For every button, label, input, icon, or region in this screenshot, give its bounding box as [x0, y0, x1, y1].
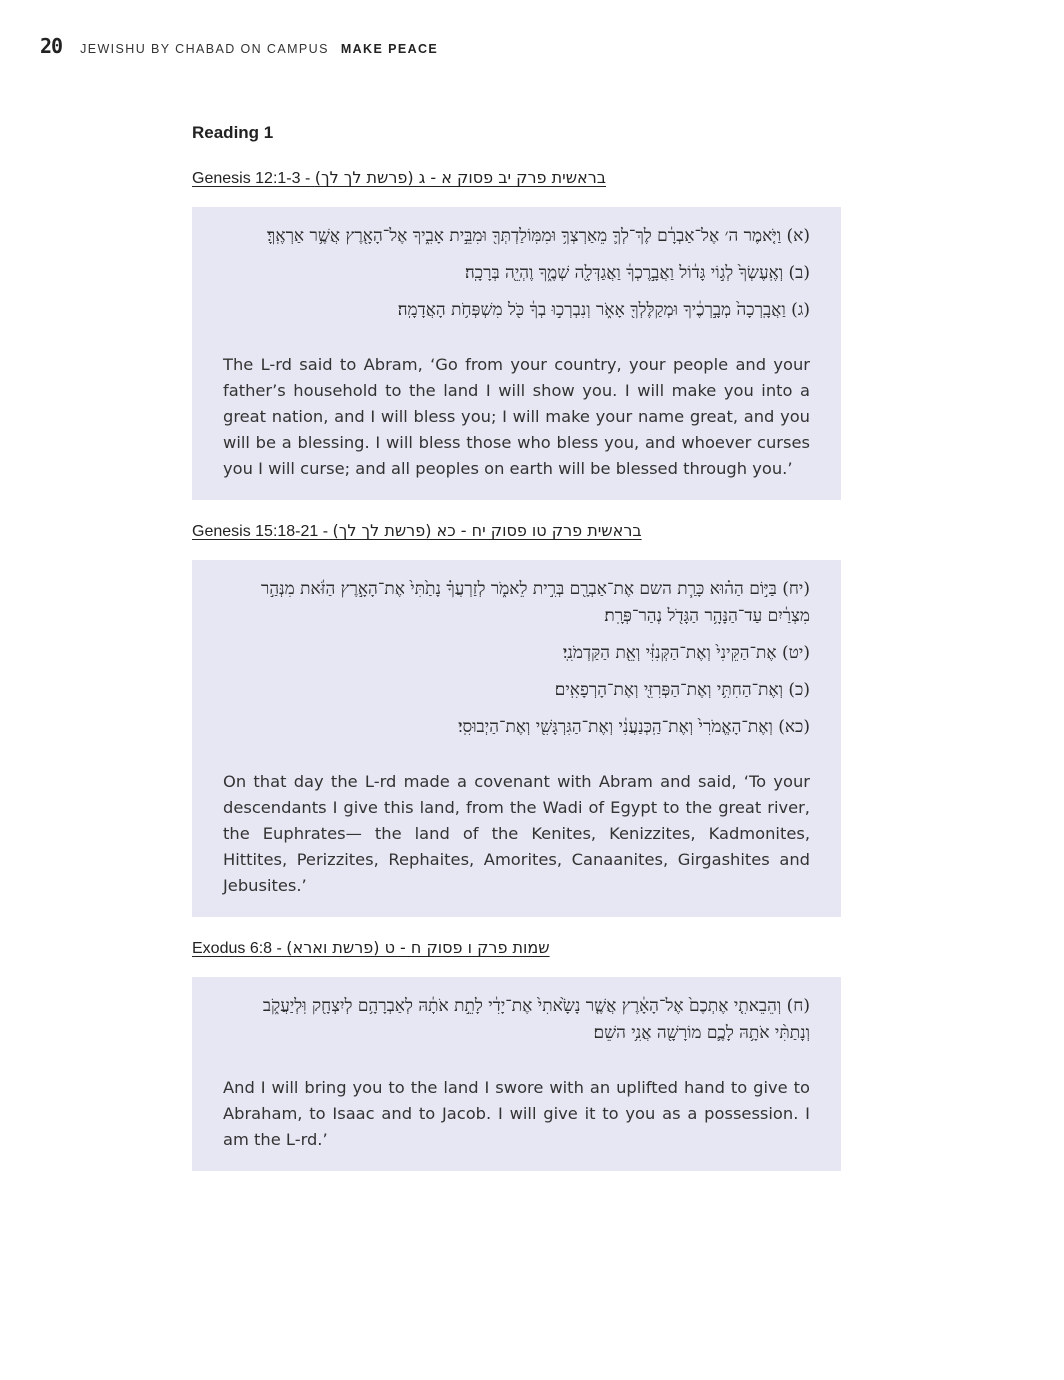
section-title: MAKE PEACE	[340, 42, 439, 56]
text-box-genesis-12	[192, 207, 841, 500]
hebrew-verse: (כ) וְאֶת־הַחִתִּ֥י וְאֶת־הַפְּרִזִּ֖י וְאֶת־הָרְפָאִֽים׃	[554, 680, 810, 700]
reading-content	[192, 121, 841, 1187]
publication-name: JEWISHU BY CHABAD ON CAMPUS	[80, 42, 329, 56]
english-translation: And I will bring you to the land I swore with an uplifted hand to give to Abraham, to Isaac and to Jacob. I will give it to you as a possession. I am the L-rd.’	[223, 1078, 810, 1149]
hebrew-verse: (ח) וְהֵבֵאתִ֤י אֶתְכֶם֙ אֶל־הָאָ֔רֶץ אֲשֶׁ֤ר נָשָׂ֙אתִי֙ אֶת־יָדִ֔י לָתֵ֣ת אֹתָ֔הּ לְאַבְרָהָ֥ם לְיִצְחָ֖ק וּֽלְיַעֲקֹ֑ב וְנָתַתִּ֨י אֹתָ֥הּ לָכֶ֛ם מוֹרָשָׁ֖ה אֲנִ֥י השֵׁם׃	[262, 996, 810, 1043]
text-box-genesis-15	[192, 560, 841, 917]
source-hebrew-ref: שמות פרק ו פסוק ח - ט (פרשת וארא)	[286, 938, 550, 957]
source-reference-genesis-12	[192, 165, 841, 191]
source-reference-exodus-6	[192, 935, 841, 961]
source-reference-genesis-15	[192, 518, 841, 544]
english-translation: The L-rd said to Abram, ‘Go from your country, your people and your father’s household to the land I will show you. I will make you into a great nation, and I will bless you; I will make your name great, and you will be a blessing. I will bless those who bless you, and whoever curses you I will curse; and all peoples on earth will be blessed through you.’	[223, 355, 810, 478]
text-box-exodus-6	[192, 977, 841, 1171]
page-header	[40, 34, 438, 56]
hebrew-verse: (א) וַיֹּ֤אמֶר ה׳ אֶל־אַבְרָ֔ם לֶךְ־לְךָ֛ מֵאַרְצְךָ֥ וּמִמּֽוֹלַדְתְּךָ֖ וּמִבֵּ֣ית אָבִ֑יךָ אֶל־הָאָ֖רֶץ אֲשֶׁ֥ר אַרְאֶֽךָּ׃	[267, 226, 810, 246]
source-hebrew-ref: בראשית פרק טו פסוק יח - כא (פרשת לך לך)	[332, 521, 642, 540]
reading-title: Reading 1	[192, 123, 274, 142]
source-hebrew-ref: בראשית פרק יב פסוק א - ג (פרשת לך לך)	[314, 168, 606, 187]
source-ref: Genesis 12:1-3 -	[192, 170, 311, 187]
source-ref: Exodus 6:8 -	[192, 940, 282, 957]
hebrew-verse: (יט) אֶת־הַקֵּינִי֙ וְאֶת־הַקְּנִזִּ֔י וְאֵ֖ת הַקַּדְמֹנִֽי׃	[562, 643, 810, 663]
page-number: 20	[40, 34, 63, 58]
hebrew-verse: (ג) וַאֲבָֽרְכָה֙ מְבָ֣רְכֶ֔יךָ וּמְקַלֶּלְךָ֖ אָאֹ֑ר וְנִבְרְכ֣וּ בְךָ֔ כֹּ֖ל מִשְׁפְּחֹ֥ת הָאֲדָמָֽה׃	[397, 300, 810, 320]
english-translation: On that day the L-rd made a covenant with Abram and said, ‘To your descendants I give this land, from the Wadi of Egypt to the great river, the Euphrates— the land of the Kenites, Kenizzites, Kadmonites, Hittites, Perizzites, Rephaites, Amorites, Canaanites, Girgashites and Jebusites.’	[223, 772, 810, 895]
source-ref: Genesis 15:18-21 -	[192, 523, 329, 540]
hebrew-verse: (כא) וְאֶת־הָאֱמֹרִי֙ וְאֶת־הַֽכְּנַעֲנִ֔י וְאֶת־הַגִּרְגָּשִׁ֖י וְאֶת־הַיְבוּסִֽי׃	[458, 717, 810, 737]
hebrew-verse: (יח) בַּיּ֣וֹם הַה֗וּא כָּרַ֧ת השם אֶת־אַבְרָ֖ם בְּרִ֣ית לֵאמֹ֑ר לְזַרְעֲךָ֗ נָתַ֙תִּי֙ אֶת־הָאָ֣רֶץ הַזֹּ֔את מִנְּהַ֣ר מִצְרַ֔יִם עַד־הַנָּהָ֥ר הַגָּדֹ֖ל נְהַר־פְּרָֽת׃	[261, 579, 810, 626]
hebrew-verse: (ב) וְאֶֽעֶשְׂךָ֙ לְג֣וֹי גָּד֔וֹל וַאֲבָ֣רֶכְךָ֔ וַאֲגַדְּלָ֖ה שְׁמֶ֑ךָ וֶהְיֵ֖ה בְּרָכָֽה׃	[465, 263, 810, 283]
